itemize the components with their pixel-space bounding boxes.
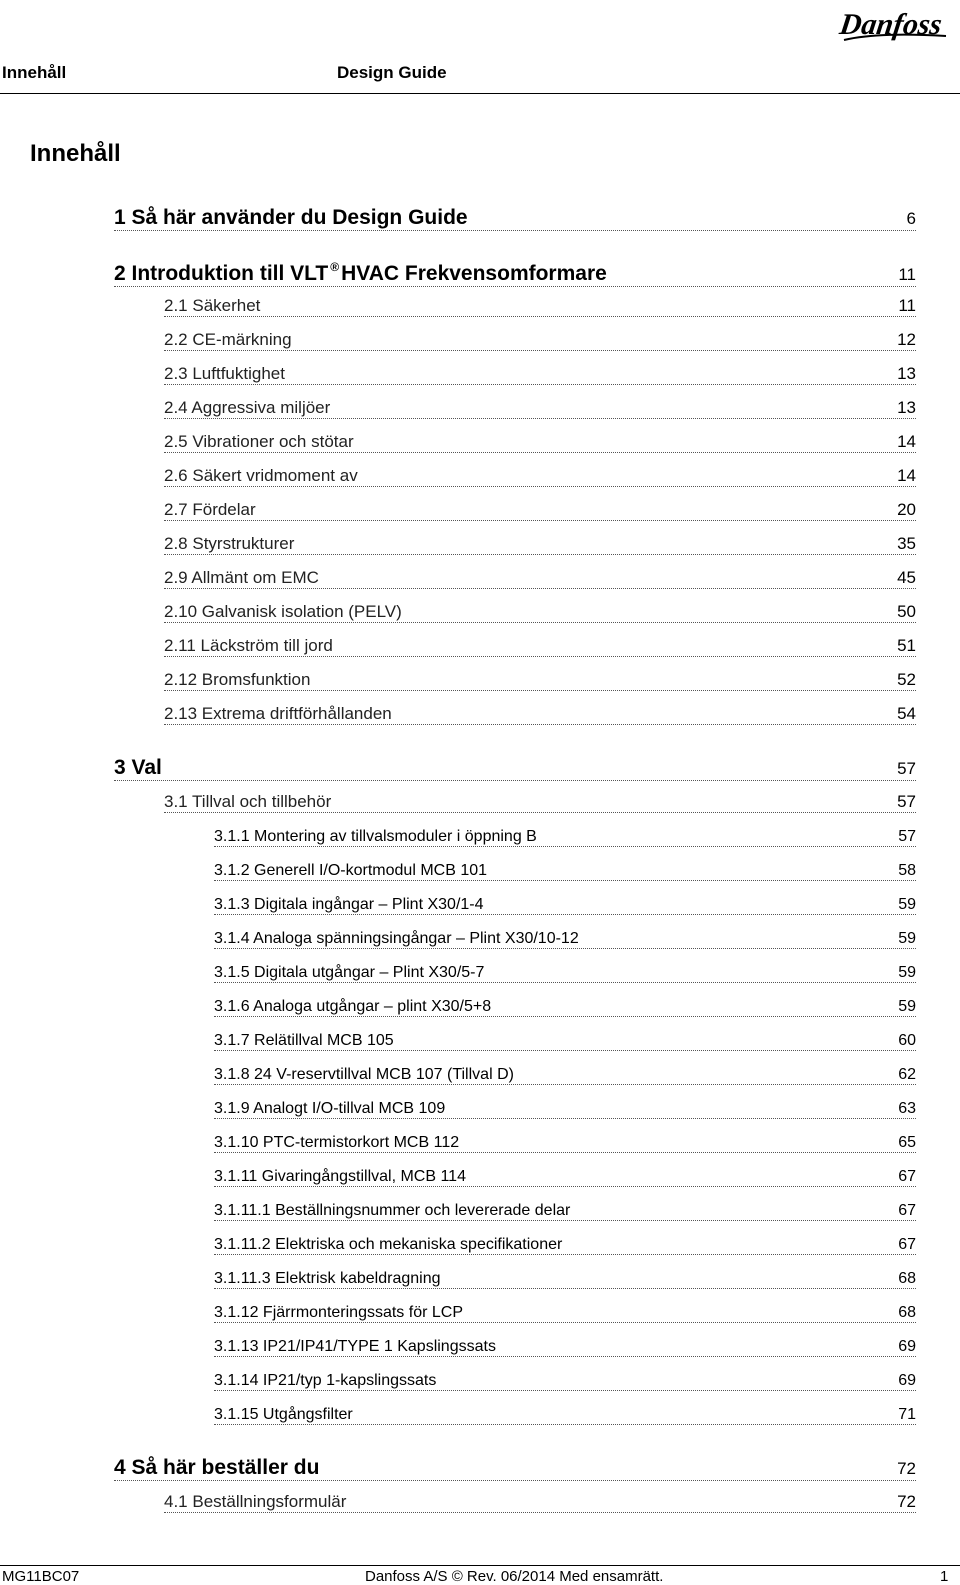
toc-title: Innehåll [30,140,121,167]
toc-entry-title: 2.13 Extrema driftförhållanden [164,704,392,723]
toc-section[interactable] [164,326,916,351]
toc-entry-page: 72 [897,1492,916,1511]
toc-entry-title: 3.1.3 Digitala ingångar – Plint X30/1-4 [214,896,484,913]
toc-entry-page: 67 [898,1168,916,1185]
toc-entry-page: 51 [897,636,916,655]
toc-entry-title: 3.1.12 Fjärrmonteringssats för LCP [214,1304,463,1321]
toc-entry-title: 2.2 CE-märkning [164,330,292,349]
registered-mark: ® [330,260,340,274]
toc-entry-title: 3.1.14 IP21/typ 1-kapslingssats [214,1372,437,1389]
toc-entry-page: 12 [897,330,916,349]
toc-entry-page: 68 [898,1270,916,1287]
toc-entry-title-part: HVAC Frekvensomformare [341,262,607,285]
toc-entry-title: 2.12 Bromsfunktion [164,670,311,689]
toc-entry-page: 45 [897,568,916,587]
toc-entry-title: 3.1.15 Utgångsfilter [214,1406,353,1423]
toc-entry-title: 3 Val [114,756,162,779]
toc-entry-title: 2.1 Säkerhet [164,296,261,315]
toc-subsection[interactable] [214,1060,916,1085]
toc-entry-page: 11 [898,296,916,315]
toc-entry-page: 59 [898,998,916,1015]
toc-entry-page: 13 [897,398,916,417]
toc-entry-page: 59 [898,896,916,913]
toc-subsection[interactable] [214,1162,916,1187]
toc-subsection[interactable] [214,1128,916,1153]
toc-entry-title: 2.10 Galvanisk isolation (PELV) [164,602,402,621]
toc-entry-page: 72 [897,1459,916,1478]
toc-entry-page: 20 [897,500,916,519]
toc-subsection[interactable] [214,992,916,1017]
toc-entry-title-part: 2 Introduktion till VLT [114,262,329,285]
toc-subsection[interactable] [214,890,916,915]
toc-entry-page: 59 [898,930,916,947]
toc-entry-title: 3.1.9 Analogt I/O-tillval MCB 109 [214,1100,446,1117]
toc-entry-title: 2.6 Säkert vridmoment av [164,466,358,485]
toc-entry-title: 3.1.8 24 V-reservtillval MCB 107 (Tillval D) [214,1066,514,1083]
toc-section[interactable] [164,788,916,813]
header-divider [0,93,960,94]
toc-entry-title: 3.1.11.3 Elektrisk kabeldragning [214,1270,441,1287]
toc-entry-title: 3.1.11 Givaringångstillval, MCB 114 [214,1168,466,1185]
toc-section[interactable] [164,530,916,555]
toc-section[interactable] [164,564,916,589]
toc-section[interactable] [164,598,916,623]
toc-subsection[interactable] [214,1196,916,1221]
toc-entry-page: 71 [898,1406,916,1423]
toc-entry-page: 69 [898,1338,916,1355]
toc-subsection[interactable] [214,1094,916,1119]
toc-section[interactable] [164,394,916,419]
toc-entry-title: 2.9 Allmänt om EMC [164,568,319,587]
header-document-title: Design Guide [337,63,447,82]
header-section-label: Innehåll [2,63,67,82]
toc-entry-page: 6 [906,209,916,228]
toc-chapter-3[interactable] [114,750,916,781]
toc-subsection[interactable] [214,1264,916,1289]
toc-subsection[interactable] [214,1298,916,1323]
toc-entry-title: 2.8 Styrstrukturer [164,534,295,553]
toc-section[interactable] [164,700,916,725]
toc-entry-page: 59 [898,964,916,981]
toc-section[interactable] [164,292,916,317]
toc-entry-title: 2.5 Vibrationer och stötar [164,432,354,451]
toc-entry-page: 50 [897,602,916,621]
toc-subsection[interactable] [214,1332,916,1357]
toc-section[interactable] [164,428,916,453]
toc-entry-page: 14 [897,432,916,451]
toc-section[interactable] [164,632,916,657]
toc-section[interactable] [164,360,916,385]
toc-entry-page: 58 [898,862,916,879]
toc-entry-page: 65 [898,1134,916,1151]
toc-entry-title: 3.1.2 Generell I/O-kortmodul MCB 101 [214,862,488,879]
danfoss-logo [838,2,950,46]
toc-entry-page: 11 [898,265,916,284]
toc-subsection[interactable] [214,1026,916,1051]
toc-section[interactable] [164,666,916,691]
toc-chapter-2[interactable] [114,256,916,287]
toc-entry-title: 1 Så här använder du Design Guide [114,206,468,229]
toc-entry-page: 54 [897,704,916,723]
toc-entry-page: 63 [898,1100,916,1117]
toc-entry-title: 4.1 Beställningsformulär [164,1492,347,1511]
toc-subsection[interactable] [214,958,916,983]
toc-subsection[interactable] [214,1366,916,1391]
toc-entry-title: 2.7 Fördelar [164,500,256,519]
toc-entry-page: 57 [898,828,916,845]
toc-section[interactable] [164,462,916,487]
toc-entry-title: 2.3 Luftfuktighet [164,364,285,383]
footer-document-code: MG11BC07 [2,1568,80,1585]
toc-entry-title: 3.1.7 Relätillval MCB 105 [214,1032,394,1049]
footer-divider [0,1565,960,1566]
toc-section[interactable] [164,496,916,521]
toc-entry-title: 4 Så här beställer du [114,1456,320,1479]
toc-entry-page: 69 [898,1372,916,1389]
toc-entry-title: 3.1.13 IP21/IP41/TYPE 1 Kapslingssats [214,1338,496,1355]
toc-subsection[interactable] [214,924,916,949]
toc-entry-page: 57 [897,759,916,778]
svg-text:Danfoss: Danfoss [838,7,945,41]
toc-section[interactable] [164,1488,916,1513]
toc-entry-title: 3.1 Tillval och tillbehör [164,792,332,811]
toc-entry-title: 3.1.10 PTC-termistorkort MCB 112 [214,1134,460,1151]
toc-entry-title [114,262,898,286]
toc-entry-page: 35 [897,534,916,553]
toc-entry-page: 67 [898,1202,916,1219]
toc-entry-title: 3.1.4 Analoga spänningsingångar – Plint X30/10-12 [214,930,579,947]
toc-entry-page: 68 [898,1304,916,1321]
footer-copyright: Danfoss A/S © Rev. 06/2014 Med ensamrätt. [365,1568,664,1585]
toc-entry-page: 52 [897,670,916,689]
toc-subsection[interactable] [214,822,916,847]
toc-chapter-1[interactable] [114,200,916,231]
toc-entry-title: 3.1.6 Analoga utgångar – plint X30/5+8 [214,998,492,1015]
toc-entry-title: 3.1.11.1 Beställningsnummer och levererade delar [214,1202,571,1219]
toc-entry-page: 62 [898,1066,916,1083]
toc-subsection[interactable] [214,1400,916,1425]
toc-entry-page: 67 [898,1236,916,1253]
toc-entry-page: 57 [897,792,916,811]
toc-subsection[interactable] [214,1230,916,1255]
toc-entry-title: 3.1.11.2 Elektriska och mekaniska specifikationer [214,1236,563,1253]
toc-subsection[interactable] [214,856,916,881]
toc-entry-title: 2.11 Läckström till jord [164,636,333,655]
toc-entry-page: 13 [897,364,916,383]
toc-entry-page: 14 [897,466,916,485]
toc-entry-title: 3.1.5 Digitala utgångar – Plint X30/5-7 [214,964,485,981]
toc-chapter-4[interactable] [114,1450,916,1481]
toc-entry-title: 3.1.1 Montering av tillvalsmoduler i öppning B [214,828,537,845]
footer-page-number: 1 [940,1568,949,1585]
toc-entry-title: 2.4 Aggressiva miljöer [164,398,331,417]
toc-entry-page: 60 [898,1032,916,1049]
